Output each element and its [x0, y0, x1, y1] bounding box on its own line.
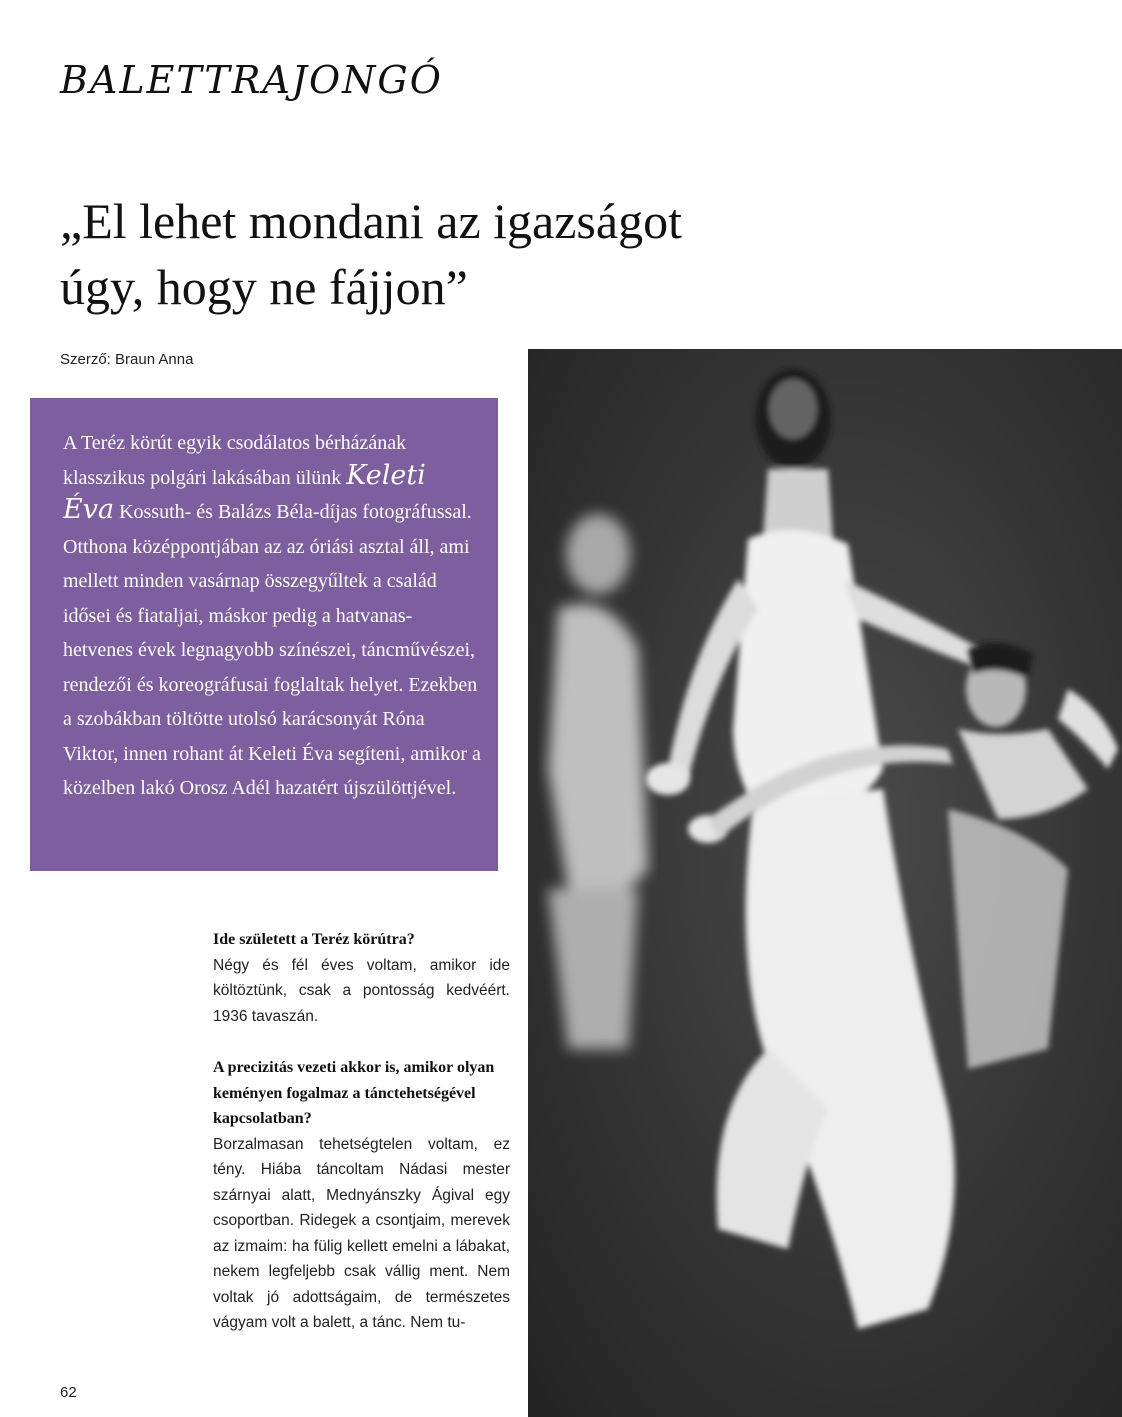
dancers-photo-illustration — [528, 349, 1122, 1417]
interview-column — [213, 927, 510, 1336]
headline-line-1: „El lehet mondani az igazságot — [60, 193, 682, 249]
byline: Szerző: Braun Anna — [60, 351, 194, 368]
article-headline — [60, 188, 940, 320]
lead-text-after-name: Kossuth- és Balázs Béla-díjas fotográfussal. Otthona középpontjában az az óriási asztal áll, ami mellett minden vasárnap összegyűltek a család idősei és fiataljai, máskor pedig a hatvanas-hetvenes évek legnagyobb színészei, táncművészei, rendezői és koreográfusai foglaltak helyet. Ezekben a szobákban töltötte utolsó karácsonyát Róna Viktor, innen rohant át Keleti Éva segíteni, amikor a közelben lakó Orosz Adél hazatért újszülöttjével. — [63, 501, 481, 799]
lead-box — [30, 398, 498, 871]
page-number: 62 — [60, 1384, 77, 1401]
headline-line-2: úgy, hogy ne fájjon” — [60, 259, 468, 315]
interview-question-2: A precizitás vezeti akkor is, amikor olyan keményen fogalmaz a tánctehetségével kapcsolatban? — [213, 1059, 495, 1127]
interview-answer-1: Négy és fél éves voltam, amikor ide költöztünk, csak a pontosság kedvéért. 1936 tavaszán. — [213, 956, 510, 1025]
lead-text-before-name: A Teréz körút egyik csodálatos bérházának klasszikus polgári lakásában ülünk — [63, 432, 407, 489]
section-title: BALETTRAJONGÓ — [60, 58, 443, 102]
interview-question-1: Ide született a Teréz körútra? — [213, 931, 415, 948]
lead-paragraph — [63, 426, 481, 806]
dancers-photo — [528, 349, 1122, 1417]
lead-name-highlight: Keleti Éva — [63, 459, 426, 525]
interview-answer-2: Borzalmasan tehetségtelen voltam, ez tény. Hiába táncoltam Nádasi mester szárnyai alatt, Mednyánszky Ágival egy csoportban. Ridegek a csontjaim, merevek az izmaim: ha fülig kellett emelni a lábakat, nekem legfeljebb csak vállig ment. Nem voltak jó adottságaim, de természetes vágyam volt a balett, a tánc. Nem tu- — [213, 1135, 510, 1331]
